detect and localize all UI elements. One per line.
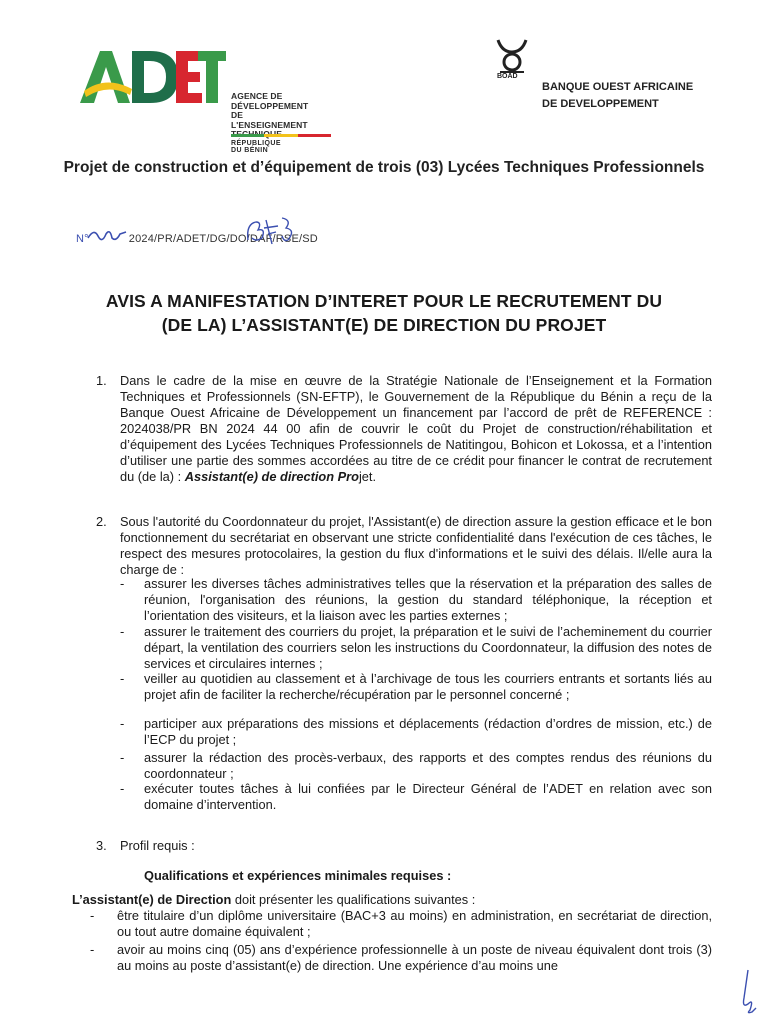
- list-item: [120, 671, 712, 703]
- section-3-subtitle: Qualifications et expériences minimales requises :: [144, 868, 452, 883]
- notice-title-line: AVIS A MANIFESTATION D’INTERET POUR LE RECRUTEMENT DU: [105, 291, 663, 311]
- bullet-dash: -: [120, 576, 125, 591]
- list-item-text: assurer la rédaction des procès-verbaux, des rapports et des comptes rendus des réunions du coordonnateur ;: [144, 750, 712, 781]
- list-item: [90, 908, 712, 940]
- section-1-paragraph: [120, 373, 712, 485]
- list-item: [120, 750, 712, 782]
- section-3-intro-bold: L’assistant(e) de Direction: [72, 892, 232, 907]
- bullet-dash: -: [120, 781, 125, 796]
- adet-agency-name: [231, 92, 308, 140]
- reference-code: 2024/PR/ADET/DG/DO/DAF/RSE/SD: [128, 233, 318, 245]
- section-3-intro-rest: doit présenter les qualifications suivantes :: [231, 892, 476, 907]
- bullet-dash: -: [120, 671, 125, 686]
- boad-name-line: DE DEVELOPPEMENT: [542, 98, 659, 110]
- list-item-text: exécuter toutes tâches à lui confiées par le Directeur Général de l’ADET en relation avec son domaine d’intervention.: [144, 781, 712, 812]
- section-2-text: Sous l'autorité du Coordonnateur du projet, l'Assistant(e) de direction assure la gestion efficace et le bon fonctionnement du secrétariat en observant une stricte confidentialité dans l'exécution de ces tâches, le respect des mesures protocolaires, la gestion du flux d'informations et le suivi des délais. Il/elle aura la charge de :: [120, 514, 712, 577]
- list-item-text: participer aux préparations des missions et déplacements (rédaction d’ordres de mission, etc.) de l’ECP du projet ;: [144, 716, 712, 747]
- bullet-dash: -: [90, 942, 95, 957]
- list-item-text: assurer les diverses tâches administratives telles que la réservation et la préparation des salles de réunion, l'organisation des réunions, la gestion du standard téléphonique, la réception et l’orientation des visiteurs, et la liaison avec les parties externes ;: [144, 576, 712, 623]
- adet-agency-line: AGENCE DE: [231, 91, 283, 101]
- adet-agency-line: DÉVELOPPEMENT: [231, 100, 309, 111]
- list-item: [120, 576, 712, 624]
- section-1-emphasis: Assistant(e) de direction Pro: [184, 469, 359, 484]
- notice-title: [60, 289, 708, 337]
- adet-logo: [78, 45, 309, 154]
- section-2-paragraph: [120, 514, 712, 578]
- list-item-text: assurer le traitement des courriers du projet, la préparation et le suivi de l’acheminement du courrier départ, la ventilation des courriers selon les instructions du Coordonnateur, la diffusion des notes de services et circulaires internes ;: [144, 624, 712, 671]
- list-item: [90, 942, 712, 974]
- adet-republic: RÉPUBLIQUE DU BÉNIN: [231, 140, 281, 154]
- boad-name-line: BANQUE OUEST AFRICAINE: [542, 81, 694, 93]
- adet-flag-stripe: [231, 134, 331, 137]
- section-3-title: Profil requis :: [120, 838, 195, 853]
- list-item: [120, 716, 712, 748]
- bullet-dash: -: [120, 624, 125, 639]
- notice-title-line: (DE LA) L’ASSISTANT(E) DE DIRECTION DU PROJET: [161, 315, 607, 335]
- list-item-text: être titulaire d’un diplôme universitaire (BAC+3 au moins) en administration, en secrétariat de direction, ou tout autre domaine équivalent ;: [117, 908, 712, 939]
- boad-label: BOAD: [497, 73, 518, 80]
- boad-name: [542, 79, 693, 113]
- adet-logo-mark: [78, 45, 228, 107]
- list-item: [120, 781, 712, 813]
- section-3-number: 3.: [96, 838, 107, 853]
- list-item-text: avoir au moins cinq (05) ans d’expérience professionnelle à un poste de niveau équivalent dont trois (3) au moins au poste d’assistant(e) de direction. Une expérience d’au moins une: [117, 942, 712, 973]
- boad-emblem-icon: [492, 38, 532, 74]
- bullet-dash: -: [120, 750, 125, 765]
- handwritten-margin-initials: [736, 968, 760, 1016]
- section-3-intro: [72, 892, 712, 908]
- list-item-text: veiller au quotidien au classement et à l’archivage de tous les courriers entrants et sortants liés au projet afin de faciliter la recherche/récupération par le personnel concerné ;: [144, 671, 712, 702]
- handwritten-initials: [244, 214, 300, 248]
- reference-number: N° 2024/PR/ADET/DG/DO/DAF/RSE/SD: [76, 233, 318, 245]
- list-item: [120, 624, 712, 672]
- section-2-number: 2.: [96, 514, 107, 529]
- bullet-dash: -: [90, 908, 95, 923]
- bullet-dash: -: [120, 716, 125, 731]
- section-1-text: [120, 373, 712, 485]
- section-1-number: 1.: [96, 373, 107, 388]
- section-1-tail: jet.: [358, 469, 377, 484]
- project-title: Projet de construction et d’équipement de trois (03) Lycées Techniques Professionnels: [63, 159, 705, 176]
- section-1-body: Dans le cadre de la mise en œuvre de la Stratégie Nationale de l’Enseignement et la Formation Techniques et Professionnels (SN-EFTP), le Gouvernement de la République du Bénin a reçu de la Banque Ouest Africaine de Développement un financement par l’accord de prêt de REFERENCE : 2024038/PR BN 2024 44 00 afin de couvrir le coût du Projet de construction/réhabilitation et d’équipement des Lycées Techniques Professionnels de Natitingou, Bohicon et Lokossa, et a l’intention d’utiliser une partie des sommes accordées au titre de ce crédit pour financer le contrat de recrutement du (de la) :: [120, 373, 712, 484]
- adet-agency-line: DE L'ENSEIGNEMENT: [231, 110, 308, 130]
